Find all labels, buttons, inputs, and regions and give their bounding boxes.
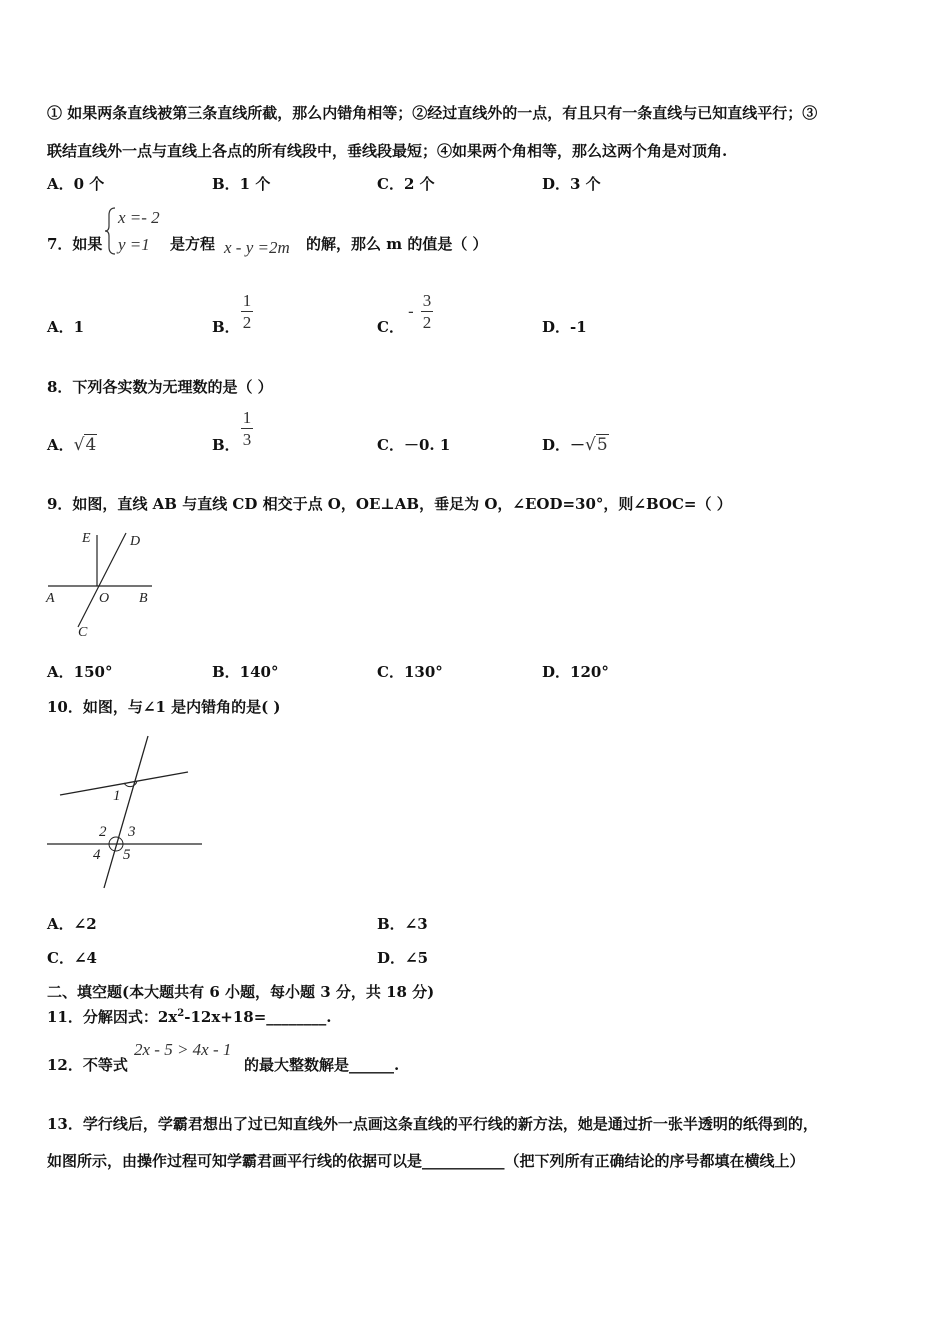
q8-option-a-radicand: 4: [85, 435, 97, 455]
q6-option-d: D．3 个: [542, 175, 601, 193]
q7-option-c-label: C．: [377, 318, 404, 336]
q7-option-d: D．-1: [542, 318, 587, 336]
q7-option-a-value: 1: [73, 318, 85, 336]
q9-option-d: D．120°: [542, 663, 609, 681]
q7-option-a: [47, 316, 84, 337]
q12-prefix: 12．不等式: [47, 1056, 128, 1074]
q8-option-d-sqrt: √5: [585, 435, 608, 455]
q7-system-line1: x =- 2: [118, 208, 160, 227]
q7-option-c-sign: -: [408, 302, 414, 322]
q7-equation: x - y =2m: [224, 238, 290, 257]
q7-option-b-numerator: 1: [242, 291, 252, 310]
line-cd: [78, 533, 126, 627]
q7-option-c-numerator: 3: [422, 291, 432, 310]
q6-option-c: C．2 个: [377, 175, 435, 193]
q7-equation-system: [104, 206, 160, 260]
q12-suffix: 的最大整数解是______.: [244, 1056, 400, 1074]
q10-label-3: 3: [128, 824, 136, 840]
q7-option-b-label: B．: [212, 318, 240, 336]
q9-label-a: A: [46, 591, 55, 606]
q13-line2: 如图所示，由操作过程可知学霸君画平行线的依据可以是___________（把下列所有正确结论的序号都填在横线上）: [47, 1152, 805, 1170]
q9-option-b: B．140°: [212, 663, 279, 681]
q6-statement-line1: ① 如果两条直线被第三条直线所截，那么内错角相等；②经过直线外的一点，有且只有一条直线与已知直线平行；③: [47, 104, 818, 122]
q11-text: [47, 1006, 332, 1027]
q8-option-a: [47, 434, 97, 455]
q8-option-b-denominator: 3: [242, 430, 252, 449]
section-2-title: 二、填空题(本大题共有 6 小题，每小题 3 分，共 18 分): [47, 983, 435, 1001]
q8-option-b-fraction: [241, 409, 253, 448]
q9-figure-diagram: [44, 527, 158, 643]
q7-option-c-denominator: 2: [422, 313, 432, 332]
q10-option-c: C．∠4: [47, 949, 97, 967]
q9-label-c: C: [78, 625, 88, 640]
left-brace-icon: [104, 206, 118, 256]
q11-superscript: 2: [177, 1008, 185, 1019]
q7-option-b-denominator: 2: [242, 313, 252, 332]
q7-prefix: 7．如果: [47, 235, 103, 253]
q9-option-c: C．130°: [377, 663, 443, 681]
q9-option-a: A．150°: [47, 663, 113, 681]
q11-prefix: 11．分解因式：2x: [47, 1008, 178, 1026]
q8-option-a-sqrt: √4: [73, 435, 97, 455]
q8-option-c: C．－0. 1: [377, 436, 451, 454]
q7-mid-text: 是方程: [170, 235, 216, 253]
q10-label-2: 2: [99, 824, 107, 840]
transversal-line: [104, 736, 148, 888]
q10-figure-diagram: [44, 732, 208, 892]
q12-inequality: 2x - 5 > 4x - 1: [134, 1040, 232, 1059]
q9-label-e: E: [82, 531, 91, 546]
q9-stem: 9．如图，直线 AB 与直线 CD 相交于点 O，OE⊥AB，垂足为 O，∠EOD=30°，则∠BOC=（ ）: [47, 495, 732, 513]
q7-option-b-fraction: [241, 292, 253, 331]
q8-option-b-numerator: 1: [242, 408, 252, 427]
q8-option-d: [542, 434, 609, 455]
q8-option-d-label: D．－: [542, 436, 586, 454]
q6-option-b: B．1 个: [212, 175, 271, 193]
q8-option-a-label: A．: [47, 436, 74, 454]
q7-system-line2: y =1: [118, 235, 150, 254]
q10-option-a: A．∠2: [47, 915, 97, 933]
q13-line1: 13．学行线后，学霸君想出了过已知直线外一点画这条直线的平行线的新方法，她是通过折一张半透明的纸得到的，: [47, 1115, 818, 1133]
q9-label-d: D: [130, 534, 141, 549]
q8-option-b-label: B．: [212, 436, 240, 454]
q8-option-d-radicand: 5: [596, 435, 608, 455]
q9-label-o: O: [99, 591, 110, 606]
q10-label-1: 1: [113, 788, 121, 804]
q7-option-a-label: A．: [47, 318, 74, 336]
q8-stem: 8．下列各实数为无理数的是（ ）: [47, 378, 273, 396]
q10-option-d: D．∠5: [377, 949, 429, 967]
q6-statement-line2: 联结直线外一点与直线上各点的所有线段中，垂线段最短；④如果两个角相等，那么这两个角是对顶角.: [47, 142, 728, 160]
q7-option-c-fraction: [421, 292, 433, 331]
q7-suffix: 的解，那么 m 的值是（ ）: [306, 235, 488, 253]
q10-label-5: 5: [123, 847, 131, 863]
q6-option-a: A．0 个: [47, 175, 105, 193]
q11-suffix: -12x+18=________.: [184, 1008, 332, 1026]
q10-stem: 10．如图，与∠1 是内错角的是( ): [47, 698, 281, 716]
q9-label-b: B: [139, 591, 148, 606]
q10-option-b: B．∠3: [377, 915, 428, 933]
q10-label-4: 4: [93, 847, 101, 863]
